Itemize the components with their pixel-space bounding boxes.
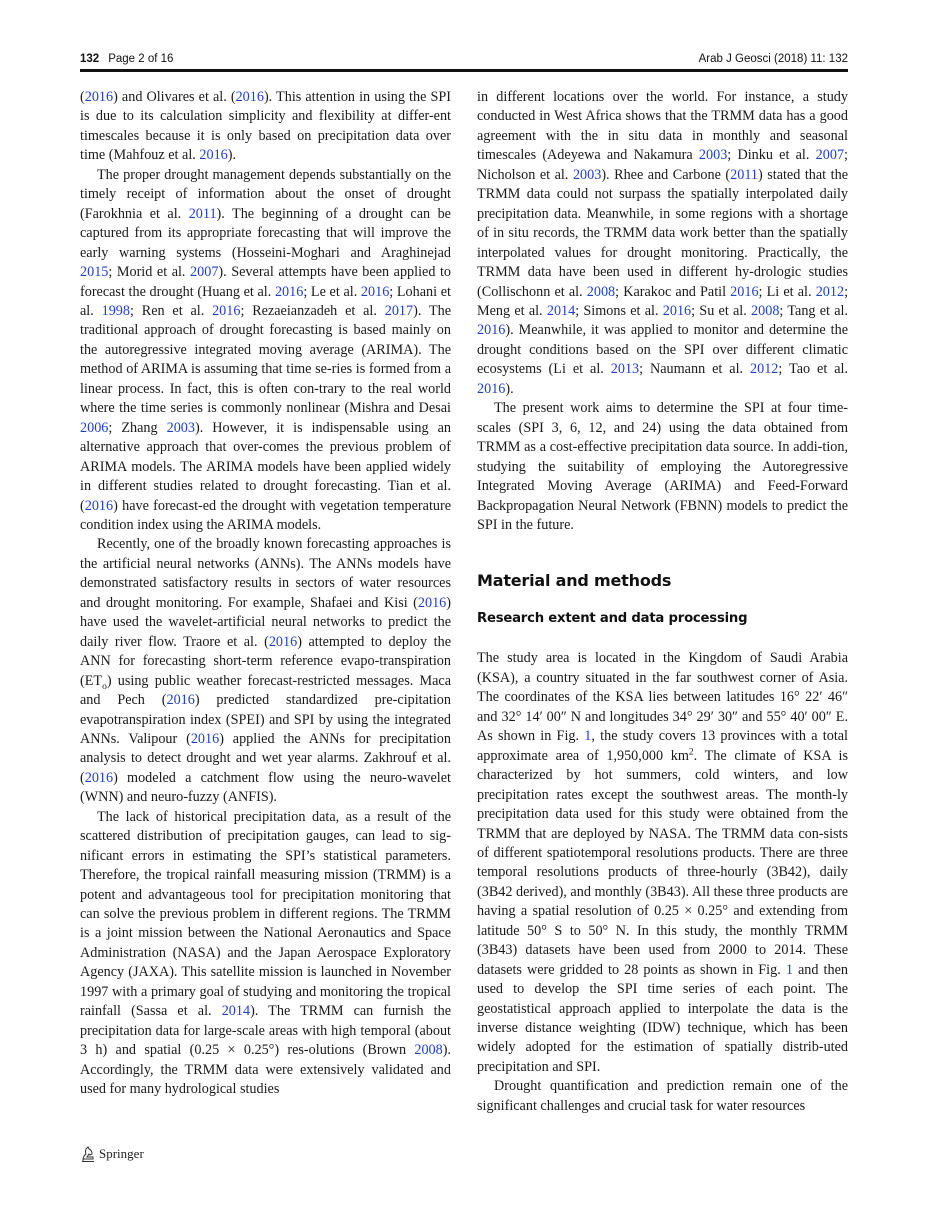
citation-link[interactable]: 2008 <box>751 302 780 319</box>
citation-link[interactable]: 2016 <box>212 302 241 319</box>
citation-link[interactable]: 2016 <box>274 283 304 300</box>
citation-link[interactable]: 1 <box>584 728 592 745</box>
citation-link[interactable]: 2003 <box>572 166 602 183</box>
subscript: o <box>102 681 107 692</box>
header-rule <box>80 69 848 72</box>
paragraph: Recently, one of the broadly known forecasting approaches is the artificial neural networks (ANNs). The ANNs models have demonstrated satisfactory results in sectors of water resources and drought monitoring. For example, Shafaei and Kisi (2016) have used the wavelet-artificial neural networks to predict the daily river flow. Traore et al. (2016) attempted to deploy the ANN for forecasting short-term reference evapo-transpiration $(ET_o)$ using public weather forecast-restricted messages. Maca and Pech (2016) predicted standardized pre-cipitation evapotranspiration index (SPEI) and SPI by using the integrated ANNs. Valipour (2016) applied the ANNs for precipitation analysis to detect drought and wet year alarms. Zakhrouf et al. (2016) modeled a catchment flow using the neuro-wavelet (WNN) and neuro-fuzzy (ANFIS). <box>80 536 451 806</box>
citation-link[interactable]: 2013 <box>610 361 640 378</box>
citation-link[interactable]: 2011 <box>730 166 758 183</box>
citation-link[interactable]: 2016 <box>477 322 506 339</box>
citation-link[interactable]: 2016 <box>235 89 264 105</box>
right-column <box>477 88 848 1116</box>
citation-link[interactable]: 2008 <box>586 283 616 300</box>
citation-link[interactable]: 2016 <box>662 302 692 319</box>
publisher-name: Springer <box>99 1146 144 1161</box>
paragraph: in different locations over the world. For instance, a study conducted in West Africa shows that the TRMM data has a good agreement with the in situ data in monthly and seasonal timescales (Adeyewa and Nakamura 2003; Dinku et al. 2007; Nicholson et al. 2003). Rhee and Carbone (2011) stated that the TRMM data could not surpass the spatially interpolated daily precipitation data. Meanwhile, in some regions with a shortage of in situ records, the TRMM data work better than the spatially interpolated values for drought monitoring. Practically, the TRMM data have been used in different hy-drologic studies (Collischonn et al. 2008; Karakoc and Patil 2016; Li et al. 2012; Meng et al. 2014; Simons et al. 2016; Su et al. 2008; Tang et al. 2016). Meanwhile, it was applied to monitor and determine the drought conditions based on the SPI over different climatic ecosystems (Li et al. 2013; Naumann et al. 2012; Tao et al. 2016). <box>477 89 849 397</box>
citation-link[interactable]: 2016 <box>417 594 447 611</box>
citation-link[interactable]: 2016 <box>84 497 114 514</box>
citation-link[interactable]: 2006 <box>80 419 109 436</box>
citation-link[interactable]: 2016 <box>477 380 506 397</box>
citation-link[interactable]: 2003 <box>166 419 195 436</box>
section-heading: Material and methods <box>477 571 672 591</box>
citation-link[interactable]: 2016 <box>360 283 390 300</box>
citation-link[interactable]: 2016 <box>84 89 114 105</box>
citation-link[interactable]: 2007 <box>190 264 219 281</box>
citation-link[interactable]: 2016 <box>730 283 759 300</box>
page-footer <box>80 1144 144 1164</box>
paragraph: Drought quantification and prediction remain one of the significant challenges and crucial task for water resources <box>477 1078 848 1114</box>
citation-link[interactable]: 2011 <box>188 205 217 222</box>
citation-link[interactable]: 2015 <box>80 264 109 281</box>
citation-link[interactable]: 2014 <box>546 302 576 319</box>
citation-link[interactable]: 2016 <box>84 769 114 786</box>
superscript: 2 <box>688 746 694 757</box>
citation-link[interactable]: 2014 <box>221 1003 251 1020</box>
citation-link[interactable]: 2003 <box>698 147 728 164</box>
citation-link[interactable]: 2012 <box>750 361 779 378</box>
citation-link[interactable]: 2007 <box>815 147 845 164</box>
paragraph: The proper drought management depends substantially on the timely receipt of information about the onset of drought (Farokhnia et al. 2011). The beginning of a drought can be captured from its appropriate forecasting that will improve the early warning systems (Hosseini-Moghari and Araghinejad 2015; Morid et al. 2007). Several attempts have been applied to forecast the drought (Huang et al. 2016; Le et al. 2016; Lohani et al. 1998; Ren et al. 2016; Rezaeianzadeh et al. 2017). The traditional approach of drought forecasting is based mainly on the autoregressive integrated moving average (ARIMA). The method of ARIMA is assuming that time se-ries is formed from a linear process. In fact, this is often con-trary to the real world where the time series is commonly nonlinear (Mishra and Desai 2006; Zhang 2003). However, it is indispensable using an alternative approach that over-comes the previous problem of ARIMA models. The ARIMA models have been applied widely in different studies related to drought forecasting. Tian et al. (2016) have forecast-ed the drought with vegetation temperature condition index using the ARIMA models. <box>80 166 452 533</box>
page-of: Page 2 of 16 <box>108 53 174 65</box>
left-column <box>80 88 451 1100</box>
subsection-heading: Research extent and data processing <box>477 611 748 627</box>
citation-link[interactable]: 1998 <box>101 302 130 319</box>
citation-link[interactable]: 2016 <box>166 692 195 709</box>
citation-link[interactable]: 1 <box>785 961 793 978</box>
paragraph: The present work aims to determine the SPI at four time-scales (SPI 3, 6, 12, and 24) using the data obtained from TRMM as a cost-effective precipitation data source. In addi-tion, studying the suitability of employing the Autoregressive Integrated Moving Average (ARIMA) and Feed-Forward Backpropagation Neural Network (FBNN) models to predict the SPI in the future. <box>477 400 848 533</box>
journal-citation: Arab J Geosci (2018) 11: 132 <box>698 53 848 65</box>
paragraph: The lack of historical precipitation data, as a result of the scattered distribution of precipitation gauges, can lead to sig-nificant errors in estimating the SPI’s statistical parameters. Therefore, the tropical rainfall measuring mission (TRMM) is a potent and advantageous tool for precipitation monitoring that can solve the previous problem in different regions. The TRMM is a joint mission between the National Aeronautics and Space Administration (NASA) and the Japan Aerospace Exploratory Agency (JAXA). This satellite mission is launched in November 1997 with a primary goal of studying and monitoring the tropical rainfall (Sassa et al. 2014). The TRMM can furnish the precipitation data for large-scale areas with high temporal (about 3 h) and spatial (0.25 × 0.25°) res-olutions (Brown 2008). Accordingly, the TRMM data were extensively validated and used for many hydrological studies <box>80 808 451 1098</box>
header-left <box>80 53 173 65</box>
citation-link[interactable]: 2016 <box>199 147 228 164</box>
paragraph: The study area is located in the Kingdom of Saudi Arabia (KSA), a country situated in the far southwest corner of Asia. The coordinates of the KSA lies between latitudes 16° 22′ 46″ and 32° 14′ 00″ N and longitudes 34° 29′ 30″ and 55° 40′ 00″ E. As shown in Fig. 1, the study covers 13 provinces with a total approximate area of 1,950,000 $km^2$. The climate of KSA is characterized by hot summers, cold winters, and low precipitation rates except the southwest areas. The month-ly precipitation data used for this study were obtained from the TRMM that are deployed by NASA. The TRMM data con-sists of different spatiotemporal resolutions products. There are three temporal resolutions products of three-hourly (3B42), daily (3B42 derived), and monthly (3B43). All these three products are having a spatial resolution of 0.25 × 0.25° and extending from latitude 50° S to 50° N. In this study, the monthly TRMM (3B43) datasets have been used from 2000 to 2014. These datasets were gridded to 28 points as shown in Fig. 1 and then used to develop the SPI time series of each point. The geostatistical approach applied to interpolate the data is the inverse distance weighting (IDW) technique, which has been widely adopted for the estimation of spatially distrib-uted precipitation and SPI. <box>477 650 849 1075</box>
citation-link[interactable]: 2016 <box>190 730 220 747</box>
citation-link[interactable]: 2016 <box>268 633 298 650</box>
springer-horse-logo-icon <box>80 1146 96 1163</box>
citation-link[interactable]: 2012 <box>815 283 845 300</box>
citation-link[interactable]: 2008 <box>414 1042 443 1059</box>
citation-link[interactable]: 2017 <box>384 302 414 319</box>
running-header <box>80 51 848 71</box>
paragraph: (2016) and Olivares et al. (2016). This attention in using the SPI is due to its calculation simplicity and flexibility at differ-ent timescales because it is only based on precipitation data over time (Mahfouz et al. 2016). <box>80 89 451 164</box>
page-number: 132 <box>80 53 100 65</box>
